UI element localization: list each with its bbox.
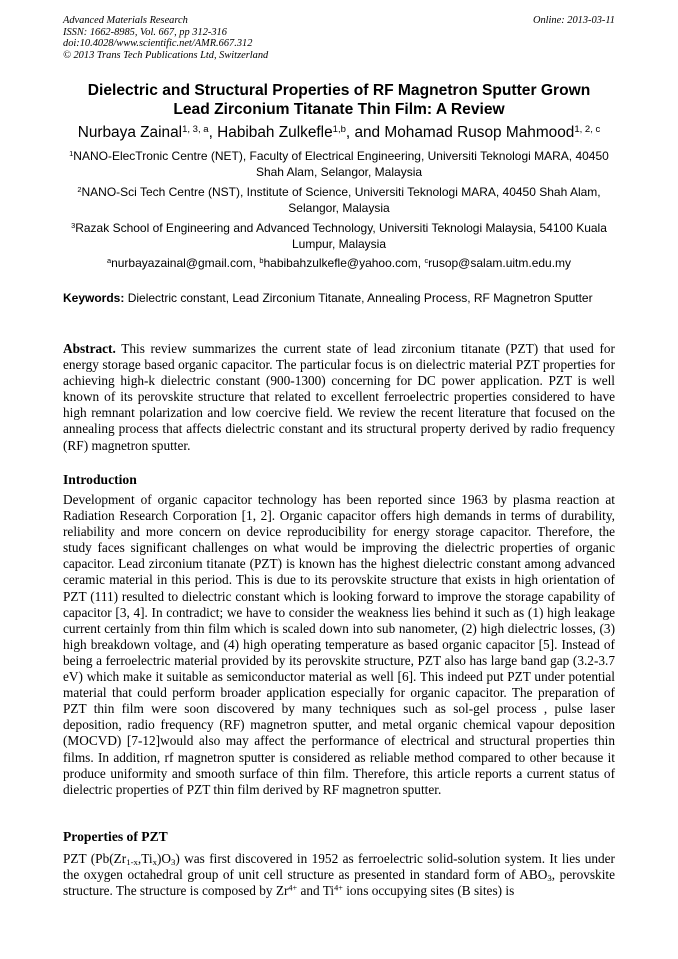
author-affiliation-mark: 1, 2, c [574,123,601,135]
paper-title [63,81,615,119]
email-address: nurbayazainal@gmail.com [111,256,253,270]
author-name: Habibah Zulkefle [217,124,333,141]
email-mark: a [106,255,112,265]
journal-header [63,15,615,61]
paragraph-text: , perovskite structure. The structure is composed by Zr [63,867,615,899]
email-mark: c [424,255,429,265]
affiliation-number: 3 [71,220,76,230]
properties-paragraph [63,851,615,899]
author-affiliation-mark: 1, 3, a [182,123,209,135]
affiliation [63,148,615,180]
formula-text: )O [156,851,171,866]
affiliation-number: 1 [69,148,74,158]
online-date: Online: 2013-03-11 [532,15,615,26]
journal-name: Advanced Materials Research [63,15,188,26]
formula-subscript: 3 [547,873,552,884]
title-line-1: Dielectric and Structural Properties of RF Magnetron Sputter Grown [87,82,591,99]
abstract [63,341,615,454]
author-name: Mohamad Rusop Mahmood [384,124,575,141]
affiliation-number: 2 [77,184,82,194]
email-mark: b [259,255,264,265]
formula-text: PZT (Pb(Zr [63,851,127,866]
issn-line: ISSN: 1662-8985, Vol. 667, pp 312-316 [63,26,227,38]
abstract-text: This review summarizes the current state of lead zirconium titanate (PZT) that used for energy storage based organic capacitor. The particular focus is on dielectric material PZT properties for achieving high-k dielectric constant (900-1300) concerning for DC power application. PZT is well known of its perovskite structure that related to excellent ferroelectric properties considered to have high remnant polarization and low coercive field. We review the recent literature that focused on the annealing process that affects dielectric constant and its structural property derived by radio frequency (RF) magnetron sputter. [63,341,615,453]
formula-subscript: 3 [171,857,176,868]
formula-text: ,Ti [137,851,153,866]
author-separator: , and [345,124,385,141]
email-list [40,255,638,271]
keywords [63,291,615,306]
email-address: rusop@salam.uitm.edu.my [428,256,572,270]
ion-charge: 4+ [334,883,343,893]
formula-subscript: 1-x [126,857,138,868]
email-separator: , [417,256,425,270]
affiliation-text: Razak School of Engineering and Advanced Technology, Universiti Teknologi Malaysia, 54100 Kuala Lumpur, Malaysia [75,221,607,251]
affiliation [63,220,615,252]
affiliation [63,184,615,216]
ion-charge: 4+ [288,883,298,893]
keywords-label: Keywords: [63,291,125,305]
paragraph-text: ions occupying sites (B sites) is [342,883,515,899]
title-line-2: Lead Zirconium Titanate Thin Film: A Review [173,101,505,118]
paragraph-text: and Ti [297,883,335,899]
author-separator: , [208,124,218,141]
abstract-label: Abstract. [63,341,116,356]
doi-line: doi:10.4028/www.scientific.net/AMR.667.312 [63,38,253,50]
email-separator: , [252,256,260,270]
affiliation-text: NANO-Sci Tech Centre (NST), Institute of Science, Universiti Teknologi MARA, 40450 Shah Alam, Selangor, Malaysia [81,185,601,215]
section-heading-properties: Properties of PZT [63,829,168,844]
author-list [40,123,638,142]
copyright-line: © 2013 Trans Tech Publications Ltd, Switzerland [63,49,269,61]
email-address: habibahzulkefle@yahoo.com [263,256,418,270]
author-name: Nurbaya Zainal [77,124,183,141]
section-heading-introduction: Introduction [63,472,137,487]
formula-subscript: x [152,857,157,868]
author-affiliation-mark: 1,b [332,123,346,135]
paragraph-text: ) was first discovered in 1952 as ferroelectric solid-solution system. It lies under the oxygen octahedral group of unit cell structure as presented in standard form of ABO [63,851,615,883]
introduction-paragraph: Development of organic capacitor technology has been reported since 1963 by plasma reaction at Radiation Research Corporation [1, 2]. Organic capacitor offers high demands in terms of durability, reliability and more concern on device reproducibility for energy storage capacitor. Therefore, the study faces significant challenges on what would be improving the dielectric properties of organic capacitor. Lead zirconium titanate (PZT) is known has the highest dielectric constant among advanced ceramic material in this period. This is due to its perovskite structure that exists in high orientation of PZT (111) resulted to dielectric constant which is looking forward to improve the storage capability of capacitor [3, 4]. In contradict; we have to consider the weakness lies behind it such as (1) high leakage current certainly from thin film which is scaled down into sub nanometer, (2) high dielectric losses, (3) high breakdown voltage, and (4) high operating temperature as based organic capacitor [5]. Instead of being a ferroelectric material provided by its perovskite structure, PZT also has large band gap (3.2-3.7 eV) which make it suitable as semiconductor material as well [6]. This indeed put PZT under potential material that could perform broader application especially for organic capacitor. The preparation of PZT thin film were soon discovered by many techniques such as sol-gel process , pulse laser deposition, radio frequency (RF) magnetron sputter, and metal organic chemical vapour deposition (MOCVD) [7-12]would also may affect the performance of electrical and structural properties thin films. In addition, rf magnetron sputter is considered as reliable method compared to other because it produce uniformity and smooth surface of thin film. Therefore, this article reports a current status of dielectric properties of PZT thin film derived by RF magnetron sputter. [63,492,615,797]
affiliation-text: NANO-ElecTronic Centre (NET), Faculty of Electrical Engineering, Universiti Teknologi MARA, 40450 Shah Alam, Selangor, Malaysia [73,149,609,179]
keywords-text: Dielectric constant, Lead Zirconium Titanate, Annealing Process, RF Magnetron Sputter [127,291,593,305]
